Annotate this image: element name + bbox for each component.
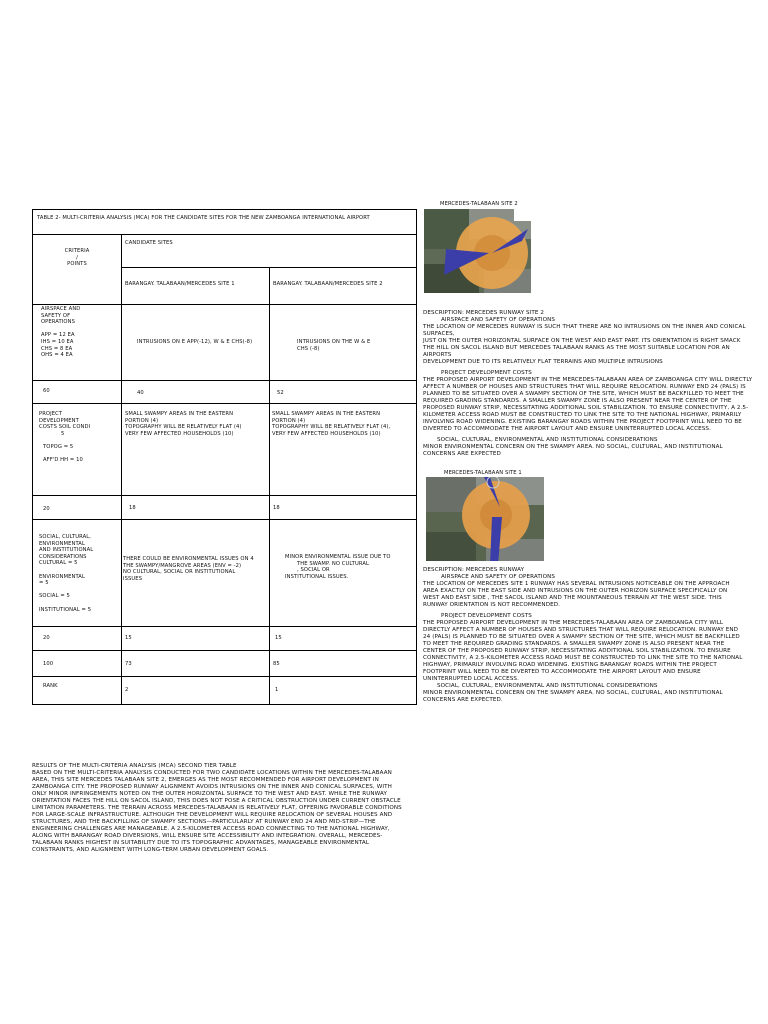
site2-total: 85 xyxy=(273,661,280,667)
criteria-project-costs: PROJECT DEVELOPMENT COSTS SOIL CONDI 5 TOPOG = 5 AFF'D HH = 10 xyxy=(39,411,91,464)
criteria-total: 100 xyxy=(43,661,54,667)
site2-airspace: INTRUSIONS ON THE W & E CHS (-8) xyxy=(297,339,371,352)
mca-table xyxy=(32,209,417,705)
criteria-airspace: AIRSPACE AND SAFETY OF OPERATIONS APP = 12 EA IHS = 10 EA CHS = 8 EA OHS = 4 EA xyxy=(41,306,81,359)
criteria-rank: RANK xyxy=(43,683,58,689)
candidate-sites-header: CANDIDATE SITES xyxy=(125,240,173,246)
site1-social-score: 15 xyxy=(125,635,132,641)
site1-social-subheading: SOCIAL, CULTURAL, ENVIRONMENTAL AND INSTITUTIONAL CONSIDERATIONS xyxy=(437,683,658,689)
site1-social-paragraph: MINOR ENVIRONMENTAL CONCERN ON THE SWAMPY AREA. NO SOCIAL, CULTURAL, AND INSTITUTIONAL CONCERNS ARE EXPECTED. xyxy=(423,690,723,703)
site1-rank: 2 xyxy=(125,687,129,693)
site2-costs-score: 18 xyxy=(273,505,280,511)
site2-airspace-score: 52 xyxy=(277,390,284,396)
site1-description xyxy=(423,567,745,704)
site2-social: MINOR ENVIRONMENTAL ISSUE DUE TO THE SWAMP. NO CULTURAL , SOCIAL OR INSTITUTIONAL ISSUES. xyxy=(285,554,391,580)
criteria-header: CRITERIA / POINTS xyxy=(64,248,90,268)
site1-description-heading: DESCRIPTION: MERCEDES RUNWAY xyxy=(423,567,525,573)
site2-project-costs: SMALL SWAMPY AREAS IN THE EASTERN PORTION (4) TOPOGRAPHY WILL BE RELATIVELY FLAT (4), VERY FEW AFFECTED HOUSEHOLDS (10) xyxy=(272,411,391,437)
results-section xyxy=(32,763,405,854)
site2-rank: 1 xyxy=(275,687,279,693)
site1-total: 73 xyxy=(125,661,132,667)
map-site1-image xyxy=(426,477,544,567)
site1-social: THERE COULD BE ENVIRONMENTAL ISSUES ON 4 THE SWAMPY/MANGROVE AREAS (ENV = -2) NO CULTURAL, SOCIAL OR INSTITUTIONAL ISSUES xyxy=(123,556,254,582)
criteria-social-points: 20 xyxy=(43,635,50,641)
site1-costs-score: 18 xyxy=(129,505,136,511)
site2-social-subheading: SOCIAL, CULTURAL, ENVIRONMENTAL AND INSTITUTIONAL CONSIDERATIONS xyxy=(437,437,658,443)
site1-project-costs: SMALL SWAMPY AREAS IN THE EASTERN PORTION (4) TOPOGRAPHY WILL BE RELATIVELY FLAT (4) VERY FEW AFFECTED HOUSEHOLDS (10) xyxy=(125,411,242,437)
map-site2 xyxy=(424,209,531,301)
criteria-airspace-points: 60 xyxy=(43,388,50,394)
site1-costs-paragraph: THE PROPOSED AIRPORT DEVELOPMENT IN THE MERCEDES-TALABAAN AREA OF ZAMBOANGA CITY WILL DIRECTLY AFFECT A NUMBER OF HOUSES AND STRUCTURES THAT WILL REQUIRE RELOCATION. RUNWAY END 24 (PALS) IS PLANNED TO BE SITUATED OVER A SWAMPY SECTION OF THE SITE, WHICH MUST BE BACKFILLED TO MEET THE REQUIRED GRADING STANDARDS. A SMALLER SWAMPY ZONE IS ALSO PRESENT NEAR THE CENTER OF THE PROPOSED RUNWAY STRIP, NECESSITATING ADDITIONAL SOIL STABILIZATION. TO ENSURE CONNECTIVITY, A 2.5-KILOMETER ACCESS ROAD MUST BE CONSTRUCTED TO LINK THE SITE TO THE NATIONAL HIGHWAY, PRIMARILY INVOLVING ROAD WIDENING. EXISTING BARANGAY ROADS WITHIN THE PROJECT FOOTPRINT WILL NEED TO BE DIVERTED TO ACCOMMODATE THE AIRPORT LAYOUT AND ENSURE UNINTERRUPTED LOCAL ACCESS. xyxy=(423,620,743,682)
criteria-social: SOCIAL, CULTURAL, ENVIRONMENTAL AND INSTITUTIONAL CONSIDERATIONS CULTURAL = 5 ENVIRONMENTAL = 5 SOCIAL = 5 INSTITUTIONAL = 5 xyxy=(39,534,94,613)
criteria-costs-points: 20 xyxy=(43,506,50,512)
site1-airspace-subheading: AIRSPACE AND SAFETY OF OPERATIONS xyxy=(441,574,556,580)
site1-costs-subheading: PROJECT DEVELOPMENT COSTS xyxy=(441,613,532,619)
map-site2-title: MERCEDES-TALABAAN SITE 2 xyxy=(440,201,518,207)
site1-airspace-paragraph: THE LOCATION OF MERCEDES SITE 1 RUNWAY HAS SEVERAL INTRUSIONS NOTICEABLE ON THE APPROACH AREA EXACTLY ON THE EAST SIDE AND INTRUSIONS ON THE OUTER HORIZON SURFACE SPECIFICALLY ON WEST AND EAST SIDE , THE SACOL ISLAND AND THE MOUNTANEOUS TERRAIN AT THE WEST SIDE. THIS RUNWAY ORIENTATION IS NOT RECOMMENDED. xyxy=(423,581,730,608)
table-caption: TABLE 2- MULTI-CRITERIA ANALYSIS (MCA) FOR THE CANDIDATE SITES FOR THE NEW ZAMBOANGA INTERNATIONAL AIRPORT xyxy=(37,215,370,221)
site2-header: BARANGAY. TALABAAN/MERCEDES SITE 2 xyxy=(273,281,383,287)
map-site2-image xyxy=(424,209,531,301)
map-site1-title: MERCEDES-TALABAAN SITE 1 xyxy=(444,470,522,476)
site2-airspace-subheading: AIRSPACE AND SAFETY OF OPERATIONS xyxy=(441,317,556,323)
map-site1 xyxy=(426,477,544,567)
site2-description: DESCRIPTION: MERCEDES RUNWAY SITE 2 AIRSPACE AND SAFETY OF OPERATIONS THE LOCATION OF MERCEDES RUNWAY IS SUCH THAT THERE ARE NO INTRUSIONS ON THE INNER AND CONICAL SURFACES, JUST ON THE OUTER HORIZONTAL SURFACE ON THE WEST AND EAST PART. ITS ORIENTATION IS RIGHT SMACK THE HILL ON SACOL ISLAND BUT MERCEDES TALABAAN RANKS AS THE MOST SUITABLE LOCATION FOR AN AIRPORTS DEVELOPMENT DUE TO ITS RELATIVELY FLAT TERRAINS AND MULTIPLE INTRUSIONS PROJECT DEVELOPMENT COSTS THE PROPOSED AIRPORT DEVELOPMENT IN THE MERCEDES-TALABAAN AREA OF ZAMBOANGA CITY WILL DIRECTLY AFFECT A NUMBER OF HOUSES AND STRUCTURES THAT WILL REQUIRE RELOCATION. RUNWAY END 24 (PALS) IS PLANNED TO BE SITUATED OVER A SWAMPY SECTION OF THE SITE, WHICH MUST BE BACKFILLED TO MEET THE REQUIRED GRADING STANDARDS. A SMALLER SWAMPY ZONE IS ALSO PRESENT NEAR THE CENTER OF THE PROPOSED RUNWAY STRIP, NECESSITATING ADDITIONAL SOIL STABILIZATION. TO ENSURE CONNECTIVITY, A 2.5-KILOMETER ACCESS ROAD MUST BE CONSTRUCTED TO LINK THE SITE TO THE NATIONAL HIGHWAY, PRIMARILY INVOLVING ROAD WIDENING. EXISTING BARANGAY ROADS WITHIN THE PROJECT FOOTPRINT WILL NEED TO BE DIVERTED TO ACCOMMODATE THE AIRPORT LAYOUT AND ENSURE UNINTERRUPTED LOCAL ACCESS. SOCIAL, CULTURAL, ENVIRONMENTAL AND INSTITUTIONAL CONSIDERATIONS MINOR ENVIRONMENTAL CONCERN ON THE SWAMPY AREA. NO SOCIAL, CULTURAL, AND INSTITUTIONAL CONCERNS ARE EXPECTED xyxy=(423,310,753,457)
site1-airspace-score: 40 xyxy=(137,390,144,396)
site1-header: BARANGAY. TALABAAN/MERCEDES SITE 1 xyxy=(125,281,235,287)
site2-costs-paragraph: THE PROPOSED AIRPORT DEVELOPMENT IN THE MERCEDES-TALABAAN AREA OF ZAMBOANGA CITY WILL DIRECTLY AFFECT A NUMBER OF HOUSES AND STRUCTURES THAT WILL REQUIRE RELOCATION. RUNWAY END 24 (PALS) IS PLANNED TO BE SITUATED OVER A SWAMPY SECTION OF THE SITE, WHICH MUST BE BACKFILLED TO MEET THE REQUIRED GRADING STANDARDS. A SMALLER SWAMPY ZONE IS ALSO PRESENT NEAR THE CENTER OF THE PROPOSED RUNWAY STRIP, NECESSITATING ADDITIONAL SOIL STABILIZATION. TO ENSURE CONNECTIVITY, A 2.5-KILOMETER ACCESS ROAD MUST BE CONSTRUCTED TO LINK THE SITE TO THE NATIONAL HIGHWAY, PRIMARILY INVOLVING ROAD WIDENING. EXISTING BARANGAY ROADS WITHIN THE PROJECT FOOTPRINT WILL NEED TO BE DIVERTED TO ACCOMMODATE THE AIRPORT LAYOUT AND ENSURE UNINTERRUPTED LOCAL ACCESS. xyxy=(423,377,753,432)
site1-airspace: INTRUSIONS ON E APP(-12), W & E CHS(-8) xyxy=(137,339,253,345)
site2-social-paragraph: MINOR ENVIRONMENTAL CONCERN ON THE SWAMPY AREA. NO SOCIAL, CULTURAL, AND INSTITUTIONAL CONCERNS ARE EXPECTED xyxy=(423,444,723,457)
site2-description-heading: DESCRIPTION: MERCEDES RUNWAY SITE 2 xyxy=(423,310,545,316)
results-paragraph: BASED ON THE MULTI-CRITERIA ANALYSIS CONDUCTED FOR TWO CANDIDATE LOCATIONS WITHIN THE MERCEDES-TALABAAN AREA, THIS SITE MERCEDES TALABAAN SITE 2, EMERGES AS THE MOST RECOMMENDED FOR AIRPORT DEVELOPMENT IN ZAMBOANGA CITY. THE PROPOSED RUNWAY ALIGNMENT AVOIDS INTRUSIONS ON THE INNER AND CONICAL SURFACES, WITH ONLY MINOR INFRINGEMENTS NOTED ON THE OUTER HORIZONTAL SURFACE TO THE WEST AND EAST. WHILE THE RUNWAY ORIENTATION FACES THE HILL ON SACOL ISLAND, THIS DOES NOT POSE A CRITICAL OBSTRUCTION UNDER CURRENT OBSTACLE LIMITATION PARAMETERS. THE TERRAIN ACROSS MERCEDES-TALABAAN IS RELATIVELY FLAT, OFFERING FAVORABLE CONDITIONS FOR LARGE-SCALE INFRASTRUCTURE. ALTHOUGH THE DEVELOPMENT WILL REQUIRE RELOCATION OF SEVERAL HOUSES AND STRUCTURES, AND THE BACKFILLING OF SWAMPY SECTIONS—PARTICULARLY AT RUNWAY END 24 AND MID-STRIP—THE ENGINEERING CHALLENGES ARE MANAGEABLE. A 2.5-KILOMETER ACCESS ROAD CONNECTING TO THE NATIONAL HIGHWAY, ALONG WITH BARANGAY ROAD DIVERSIONS, WILL ENSURE SITE ACCESSIBILITY AND INTEGRATION. OVERALL, MERCEDES-TALABAAN RANKS HIGHEST IN SUITABILITY DUE TO ITS TOPOGRAPHIC ADVANTAGES, MANAGEABLE ENVIRONMENTAL CONSTRAINTS, AND ALIGNMENT WITH LONG-TERM URBAN DEVELOPMENT GOALS. xyxy=(32,770,402,853)
site2-costs-subheading: PROJECT DEVELOPMENT COSTS xyxy=(441,370,532,376)
site2-social-score: 15 xyxy=(275,635,282,641)
results-heading: RESULTS OF THE MULTI-CRITERIA ANALYSIS (MCA) SECOND TIER TABLE xyxy=(32,763,237,769)
